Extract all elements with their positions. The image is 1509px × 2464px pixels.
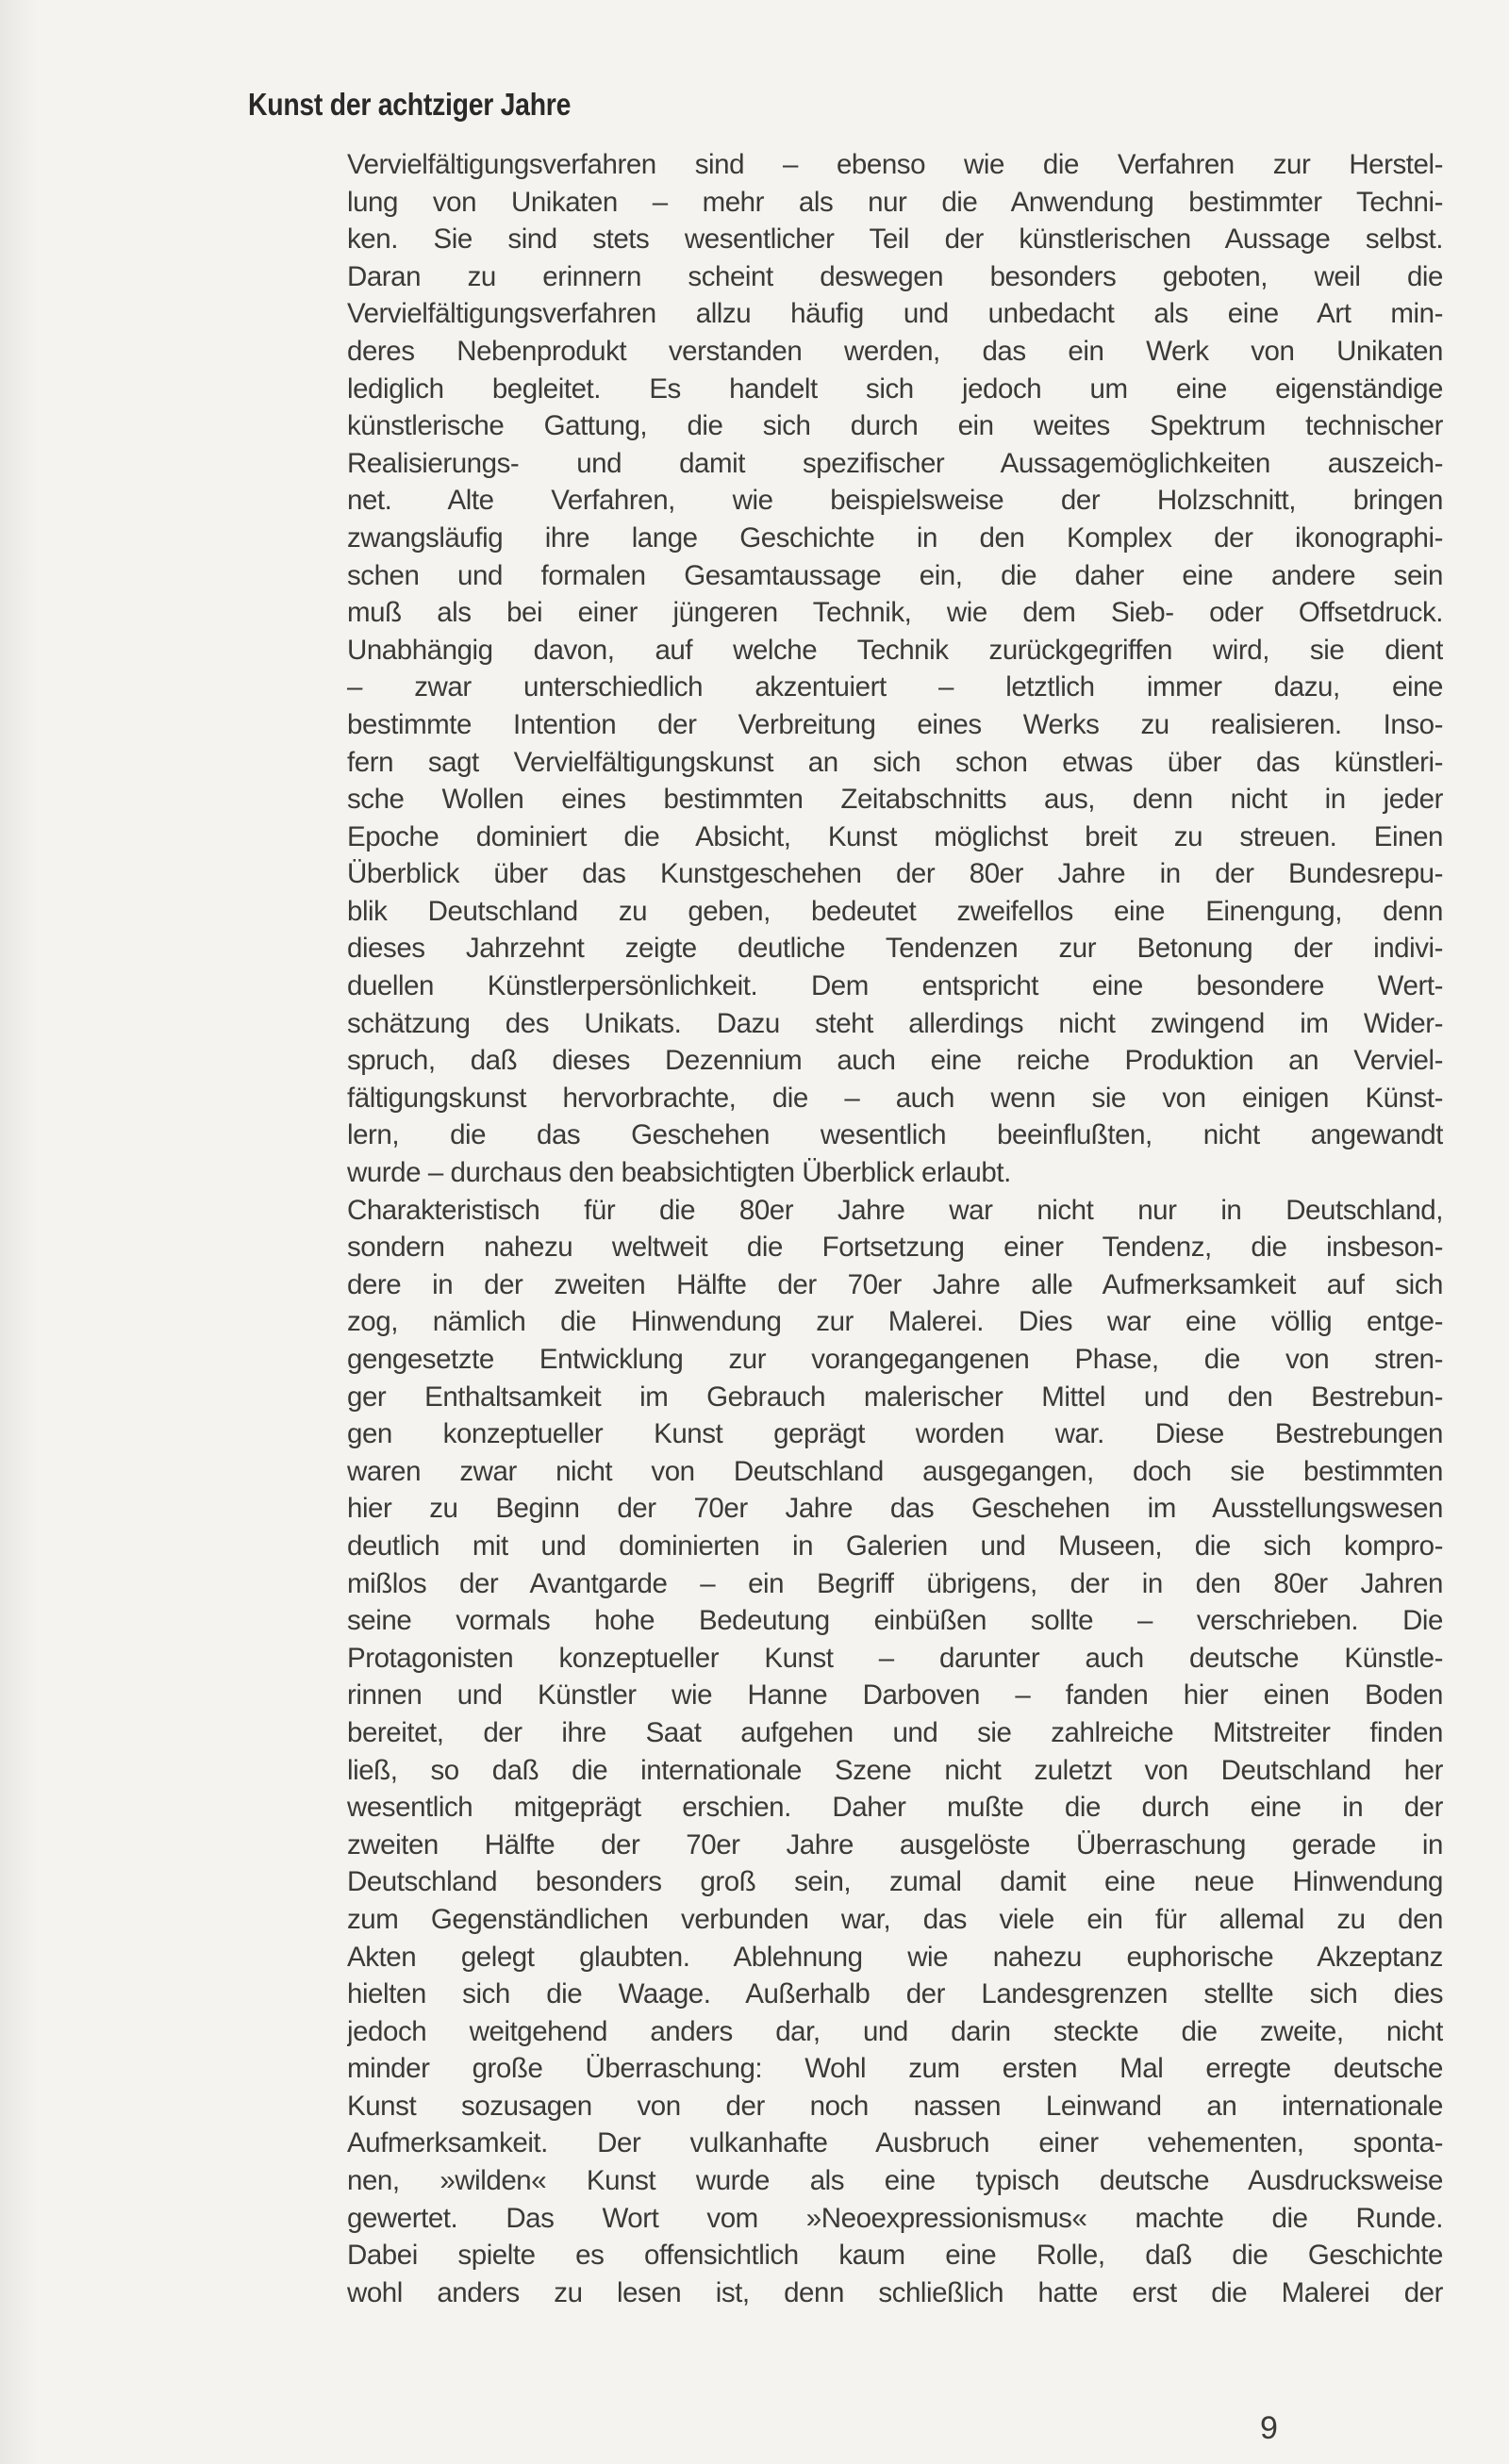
text-line: net. Alte Verfahren, wie beispielsweise der Holzschnitt, bringen bbox=[347, 485, 1443, 517]
text-line: deres Nebenprodukt verstanden werden, das ein Werk von Unikaten bbox=[347, 335, 1443, 367]
text-line: Aufmerksamkeit. Der vulkanhafte Ausbruch einer vehementen, sponta- bbox=[347, 2127, 1443, 2159]
text-line: Überblick über das Kunstgeschehen der 80er Jahre in der Bundesrepu- bbox=[347, 858, 1443, 890]
text-line: Vervielfältigungsverfahren sind – ebenso wie die Verfahren zur Herstel- bbox=[347, 149, 1443, 180]
text-line: zog, nämlich die Hinwendung zur Malerei. Dies war eine völlig entge- bbox=[347, 1306, 1443, 1338]
text-line: Vervielfältigungsverfahren allzu häufig und unbedacht als eine Art min- bbox=[347, 298, 1443, 330]
text-line: muß als bei einer jüngeren Technik, wie dem Sieb- oder Offsetdruck. bbox=[347, 597, 1443, 629]
text-line: Unabhängig davon, auf welche Technik zurückgegriffen wird, sie dient bbox=[347, 634, 1443, 666]
text-line: Protagonisten konzeptueller Kunst – darunter auch deutsche Künstle- bbox=[347, 1642, 1443, 1674]
text-line: spruch, daß dieses Dezennium auch eine reiche Produktion an Verviel- bbox=[347, 1045, 1443, 1077]
text-line: ger Enthaltsamkeit im Gebrauch malerischer Mittel und den Bestrebun- bbox=[347, 1381, 1443, 1413]
page-number: 9 bbox=[1260, 2410, 1278, 2446]
text-line: künstlerische Gattung, die sich durch ein weites Spektrum technischer bbox=[347, 410, 1443, 442]
text-line: Dabei spielte es offensichtlich kaum eine Rolle, daß die Geschichte bbox=[347, 2240, 1443, 2272]
text-line: gen konzeptueller Kunst geprägt worden war. Diese Bestrebungen bbox=[347, 1418, 1443, 1450]
text-line: Charakteristisch für die 80er Jahre war nicht nur in Deutschland, bbox=[347, 1194, 1443, 1226]
text-line: nen, »wilden« Kunst wurde als eine typisch deutsche Ausdrucksweise bbox=[347, 2165, 1443, 2197]
text-line: bereitet, der ihre Saat aufgehen und sie zahlreiche Mitstreiter finden bbox=[347, 1716, 1443, 1748]
paragraph bbox=[347, 1192, 1443, 2312]
text-line: wurde – durchaus den beabsichtigten Überblick erlaubt. bbox=[347, 1157, 1011, 1189]
text-line: Akten gelegt glaubten. Ablehnung wie nahezu euphorische Akzeptanz bbox=[347, 1941, 1443, 1973]
paragraph bbox=[347, 146, 1443, 1192]
text-line: lern, die das Geschehen wesentlich beeinflußten, nicht angewandt bbox=[347, 1119, 1443, 1151]
text-line: deutlich mit und dominierten in Galerien und Museen, die sich kompro- bbox=[347, 1530, 1443, 1562]
text-line: seine vormals hohe Bedeutung einbüßen sollte – verschrieben. Die bbox=[347, 1605, 1443, 1637]
text-line: ließ, so daß die internationale Szene nicht zuletzt von Deutschland her bbox=[347, 1754, 1443, 1786]
text-line: minder große Überraschung: Wohl zum ersten Mal erregte deutsche bbox=[347, 2053, 1443, 2085]
text-line: Realisierungs- und damit spezifischer Aussagemöglichkeiten auszeich- bbox=[347, 447, 1443, 479]
text-line: fern sagt Vervielfältigungskunst an sich schon etwas über das künstleri- bbox=[347, 746, 1443, 778]
text-line: zum Gegenständlichen verbunden war, das viele ein für allemal zu den bbox=[347, 1903, 1443, 1935]
text-line: lediglich begleitet. Es handelt sich jedoch um eine eigenständige bbox=[347, 372, 1443, 405]
text-line: rinnen und Künstler wie Hanne Darboven – fanden hier einen Boden bbox=[347, 1679, 1443, 1712]
text-line: fältigungskunst hervorbrachte, die – auch wenn sie von einigen Künst- bbox=[347, 1082, 1443, 1114]
text-line: lung von Unikaten – mehr als nur die Anwendung bestimmter Techni- bbox=[347, 186, 1443, 218]
text-line: bestimmte Intention der Verbreitung eines Werks zu realisieren. Inso- bbox=[347, 708, 1443, 740]
text-line: schen und formalen Gesamtaussage ein, die daher eine andere sein bbox=[347, 559, 1443, 591]
text-line: schätzung des Unikats. Dazu steht allerdings nicht zwingend im Wider- bbox=[347, 1007, 1443, 1039]
text-line: duellen Künstlerpersönlichkeit. Dem entspricht eine besondere Wert- bbox=[347, 970, 1443, 1002]
text-line: Daran zu erinnern scheint deswegen besonders geboten, weil die bbox=[347, 260, 1443, 292]
text-line: wohl anders zu lesen ist, denn schließlich hatte erst die Malerei der bbox=[347, 2276, 1443, 2308]
text-line: dieses Jahrzehnt zeigte deutliche Tendenzen zur Betonung der indivi- bbox=[347, 933, 1443, 965]
text-line: hielten sich die Waage. Außerhalb der Landesgrenzen stellte sich dies bbox=[347, 1978, 1443, 2010]
page-gutter-shadow bbox=[0, 0, 38, 2464]
text-line: zwangsläufig ihre lange Geschichte in den Komplex der ikonographi- bbox=[347, 521, 1443, 554]
text-line: gewertet. Das Wort vom »Neoexpressionismus« machte die Runde. bbox=[347, 2202, 1443, 2234]
text-line: jedoch weitgehend anders dar, und darin steckte die zweite, nicht bbox=[347, 2015, 1443, 2047]
text-line: zweiten Hälfte der 70er Jahre ausgelöste Überraschung gerade in bbox=[347, 1828, 1443, 1860]
text-line: dere in der zweiten Hälfte der 70er Jahre alle Aufmerksamkeit auf sich bbox=[347, 1268, 1443, 1300]
text-line: ken. Sie sind stets wesentlicher Teil der künstlerischen Aussage selbst. bbox=[347, 223, 1443, 256]
text-line: sche Wollen eines bestimmten Zeitabschnitts aus, denn nicht in jeder bbox=[347, 784, 1443, 816]
page-title: Kunst der achtziger Jahre bbox=[248, 87, 572, 123]
text-line: Epoche dominiert die Absicht, Kunst möglichst breit zu streuen. Einen bbox=[347, 820, 1443, 852]
text-line: Deutschland besonders groß sein, zumal damit eine neue Hinwendung bbox=[347, 1866, 1443, 1898]
body-text bbox=[347, 146, 1443, 2311]
text-line: hier zu Beginn der 70er Jahre das Geschehen im Ausstellungswesen bbox=[347, 1493, 1443, 1525]
text-line: waren zwar nicht von Deutschland ausgegangen, doch sie bestimmten bbox=[347, 1455, 1443, 1487]
text-line: – zwar unterschiedlich akzentuiert – letztlich immer dazu, eine bbox=[347, 671, 1443, 703]
text-line: blik Deutschland zu geben, bedeutet zweifellos eine Einengung, denn bbox=[347, 895, 1443, 927]
text-line: Kunst sozusagen von der noch nassen Leinwand an internationale bbox=[347, 2090, 1443, 2122]
text-line: gengesetzte Entwicklung zur vorangegangenen Phase, die von stren- bbox=[347, 1344, 1443, 1375]
text-line: sondern nahezu weltweit die Fortsetzung einer Tendenz, die insbeson- bbox=[347, 1232, 1443, 1264]
text-line: wesentlich mitgeprägt erschien. Daher mußte die durch eine in der bbox=[347, 1792, 1443, 1824]
text-line: mißlos der Avantgarde – ein Begriff übrigens, der in den 80er Jahren bbox=[347, 1567, 1443, 1599]
